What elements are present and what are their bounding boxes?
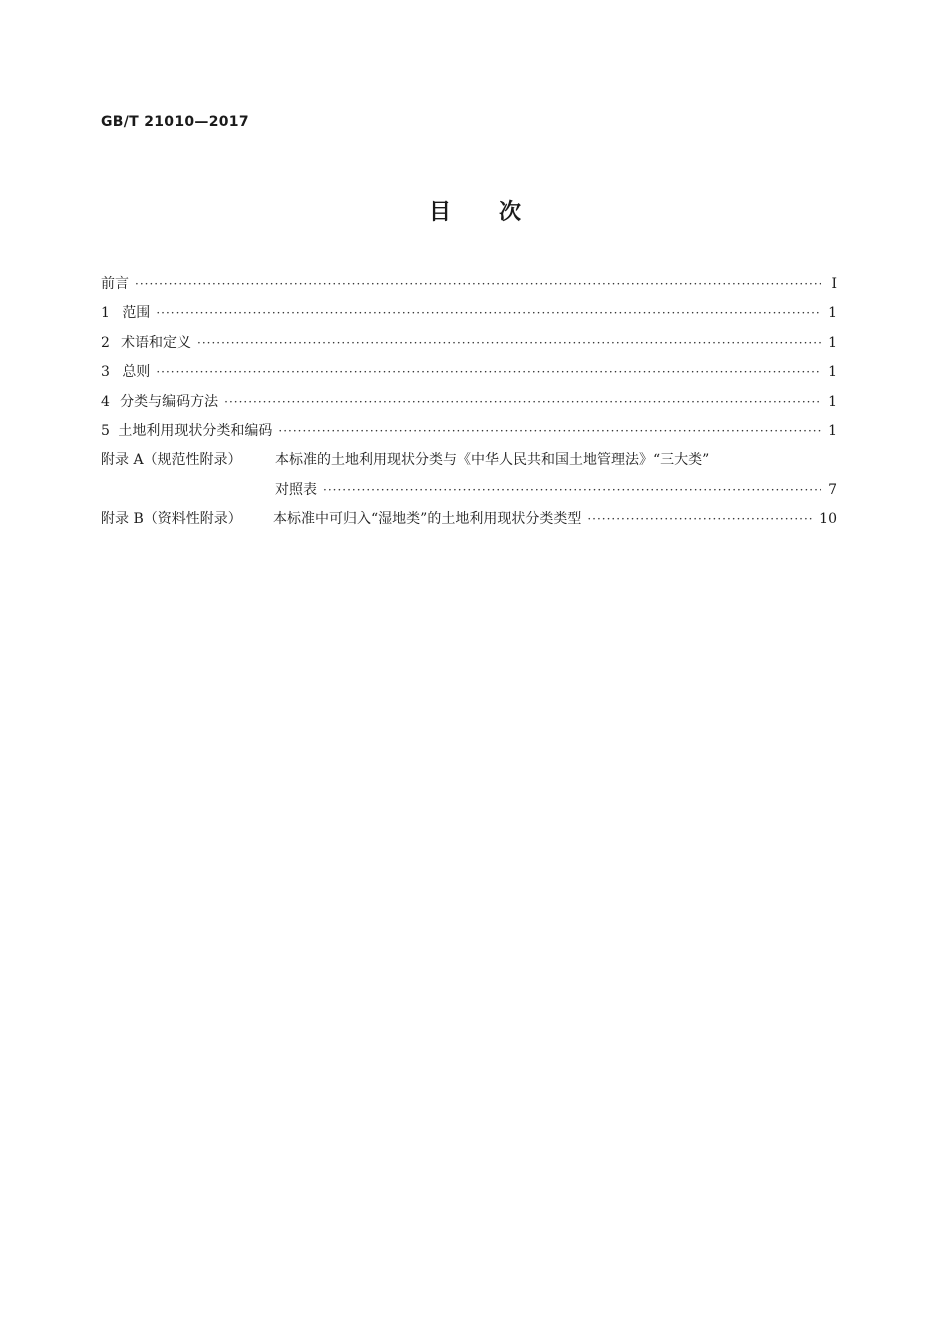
toc-entry-page: 1 bbox=[828, 393, 837, 410]
toc-leader-dots bbox=[224, 392, 821, 412]
toc-entry-page: 1 bbox=[828, 364, 837, 381]
toc-leader-dots bbox=[587, 509, 813, 529]
toc-entry-number: 5 bbox=[101, 422, 110, 439]
toc-entry-label: 前言 bbox=[101, 276, 129, 292]
toc-entry-number: 2 bbox=[101, 334, 110, 351]
toc-leader-dots bbox=[156, 303, 821, 323]
toc-entry-page: 10 bbox=[819, 511, 837, 528]
toc-entry-label: 土地利用现状分类和编码 bbox=[118, 422, 273, 439]
toc-entry-general[interactable] bbox=[101, 362, 837, 391]
toc-entry-label: 范围 bbox=[122, 305, 151, 322]
appendix-body bbox=[275, 450, 837, 509]
toc-entry-terms[interactable] bbox=[101, 333, 837, 362]
appendix-title-line bbox=[275, 480, 837, 509]
toc-entry-label: 总则 bbox=[122, 364, 151, 381]
toc-entry-page: 1 bbox=[828, 305, 837, 322]
toc-entry-label: 分类与编码方法 bbox=[120, 393, 219, 410]
appendix-prefix: 附录 A（规范性附录） bbox=[101, 452, 242, 469]
toc-leader-dots bbox=[323, 480, 821, 500]
toc-leader-dots bbox=[278, 421, 821, 441]
appendix-title: 本标准的土地利用现状分类与《中华人民共和国土地管理法》“三大类” bbox=[275, 452, 710, 469]
toc-entry-page: 1 bbox=[828, 422, 837, 439]
appendix-title-continued: 对照表 bbox=[275, 481, 317, 498]
appendix-title: 本标准中可归入“湿地类”的土地利用现状分类类型 bbox=[273, 511, 582, 528]
toc-entry-foreword[interactable] bbox=[101, 274, 837, 303]
toc-entry-label: 术语和定义 bbox=[121, 334, 191, 351]
toc-entry-land-use-classification[interactable] bbox=[101, 421, 837, 450]
appendix-prefix: 附录 B（资料性附录） bbox=[101, 511, 242, 528]
toc-entry-number: 3 bbox=[101, 364, 110, 381]
toc-entry-number: 1 bbox=[101, 305, 110, 322]
appendix-title-line bbox=[273, 509, 837, 538]
toc-leader-dots bbox=[135, 274, 821, 294]
toc-entry-scope[interactable] bbox=[101, 303, 837, 332]
toc-leader-dots bbox=[197, 333, 821, 353]
toc-entry-appendix-a[interactable] bbox=[101, 450, 837, 509]
toc-entry-appendix-b[interactable] bbox=[101, 509, 837, 538]
toc-leader-dots bbox=[156, 362, 821, 382]
appendix-body bbox=[273, 509, 837, 538]
toc-entry-classification-method[interactable] bbox=[101, 392, 837, 421]
appendix-title-line bbox=[275, 450, 837, 479]
toc-entry-page: 7 bbox=[828, 481, 837, 498]
toc-entry-page: Ⅰ bbox=[831, 276, 837, 292]
toc-entry-page: 1 bbox=[828, 334, 837, 351]
toc-list bbox=[101, 274, 837, 539]
toc-entry-number: 4 bbox=[101, 393, 110, 410]
toc-title: 目次 bbox=[428, 200, 569, 225]
standard-code: GB/T 21010—2017 bbox=[101, 114, 249, 130]
